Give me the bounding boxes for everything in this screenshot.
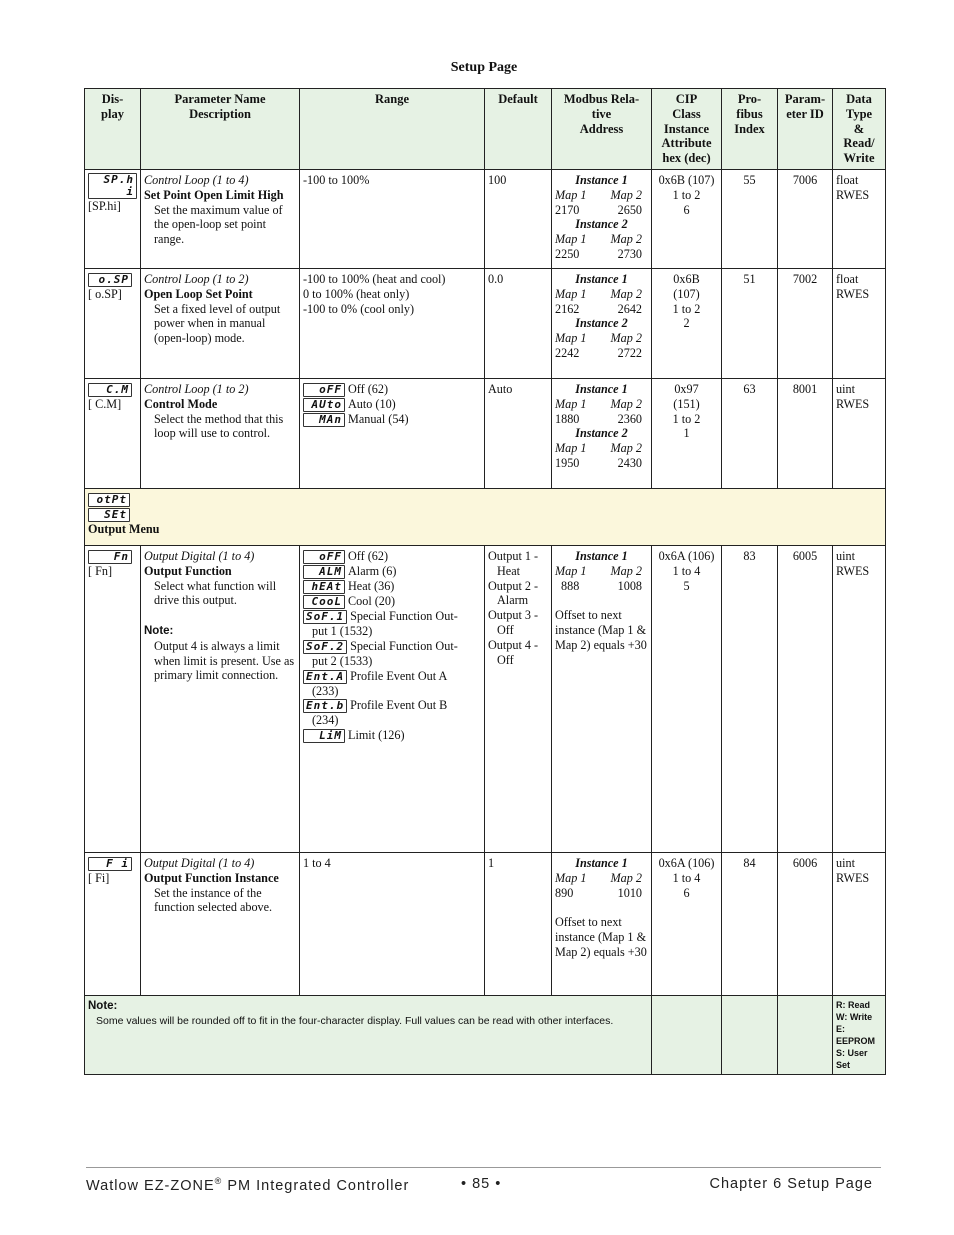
lcd-option: LiM: [303, 729, 345, 743]
param-group: Control Loop (1 to 2): [144, 271, 249, 286]
option-text: Auto (10): [348, 396, 396, 411]
page-number: • 85 •: [461, 1176, 502, 1192]
header-display: Dis- play: [85, 89, 141, 170]
range-value: 0 to 100% (heat only): [303, 286, 410, 301]
map2-value: 2722: [617, 345, 642, 360]
note-label: Note:: [88, 999, 118, 1012]
map1-label: Map 1: [555, 286, 587, 301]
legend-item: R: Read: [836, 999, 871, 1010]
cip-value: 0x6A (106): [658, 548, 715, 563]
map2-label: Map 2: [610, 870, 642, 885]
map1-value: 890: [555, 885, 574, 900]
lcd-display: Fn: [88, 550, 132, 564]
cip-value: 1 to 2: [672, 187, 701, 202]
map2-value: 2430: [617, 455, 642, 470]
footer-divider: [86, 1167, 881, 1168]
param-code: [SP.hi]: [88, 198, 121, 213]
lcd-option: hEAt: [303, 580, 345, 594]
range-option: [303, 698, 481, 728]
option-text: Manual (54): [348, 411, 409, 426]
param-group: Output Digital (1 to 4): [144, 855, 255, 870]
param-id-value: 6006: [792, 855, 818, 870]
map2-label: Map 2: [610, 396, 642, 411]
table-row: [85, 545, 886, 852]
profibus-value: 51: [743, 271, 756, 286]
default-value: 100: [488, 172, 507, 187]
map1-value: 2162: [555, 301, 580, 316]
parameter-table: [84, 88, 886, 1075]
data-type: float: [836, 172, 859, 187]
param-group: Control Loop (1 to 2): [144, 381, 249, 396]
param-code: [ o.SP]: [88, 286, 122, 301]
instance-label: Instance 2: [575, 316, 628, 331]
cip-value: 5: [683, 578, 690, 593]
range-value: -100 to 0% (cool only): [303, 301, 415, 316]
cip-value: 6: [683, 202, 690, 217]
param-description: Set the maximum value of the open-loop set point range.: [154, 202, 283, 247]
range-option: [303, 397, 481, 412]
footer-product: [86, 1176, 409, 1194]
range-option: [303, 639, 481, 669]
map1-value: 2242: [555, 345, 580, 360]
table-row: [85, 268, 886, 378]
param-id-value: 8001: [792, 381, 818, 396]
cip-value: 1: [683, 426, 690, 441]
instance-label: Instance 1: [575, 271, 628, 286]
cip-value: 0x6B: [673, 271, 700, 286]
default-value: Output 3 -: [488, 608, 539, 623]
param-id-value: 7006: [792, 172, 818, 187]
param-code: [ Fn]: [88, 563, 113, 578]
legend-item: S: User Set: [836, 1047, 868, 1070]
map2-label: Map 2: [610, 232, 642, 247]
param-code: [ C.M]: [88, 396, 122, 411]
lcd-option: oFF: [303, 383, 345, 397]
header-modbus: Modbus Rela- tive Address: [552, 89, 652, 170]
param-group: Control Loop (1 to 4): [144, 172, 249, 187]
footer-chapter: Chapter 6 Setup Page: [709, 1176, 873, 1192]
profibus-value: 83: [743, 548, 756, 563]
lcd-menu: SEt: [88, 508, 130, 522]
option-text: Profile Event Out A: [350, 668, 448, 683]
option-text: Alarm (6): [348, 563, 397, 578]
option-text-cont: (234): [312, 713, 339, 728]
read-write: RWES: [836, 870, 870, 885]
lcd-menu: otPt: [88, 493, 130, 507]
note-text: Some values will be rounded off to fit in the four-character display. Full values can be read with other interfaces.: [96, 1014, 614, 1027]
default-value: Off: [497, 622, 514, 637]
note-row: [85, 995, 886, 1074]
param-name: Control Mode: [144, 396, 218, 411]
read-write: RWES: [836, 187, 870, 202]
default-value: 0.0: [488, 271, 504, 286]
map1-label: Map 1: [555, 441, 587, 456]
lcd-display: F i: [88, 857, 132, 871]
registered-mark: ®: [214, 1176, 223, 1186]
param-description: Select what function will drive this output.: [154, 578, 277, 608]
map2-label: Map 2: [610, 286, 642, 301]
range-option: [303, 594, 481, 609]
instance-label: Instance 1: [575, 172, 628, 187]
option-text: Off (62): [348, 548, 389, 563]
header-default: Default: [485, 89, 552, 170]
table-header-row: [85, 89, 886, 170]
table-row: [85, 378, 886, 488]
cip-value: 1 to 2: [672, 301, 701, 316]
header-data-type: Data Type & Read/ Write: [833, 89, 886, 170]
param-id-value: 7002: [792, 271, 818, 286]
option-text: Cool (20): [348, 593, 396, 608]
option-text: Off (62): [348, 381, 389, 396]
cip-value: 6: [683, 885, 690, 900]
profibus-value: 84: [743, 855, 756, 870]
lcd-option: MAn: [303, 413, 345, 427]
range-option: [303, 382, 481, 397]
default-value: 1: [488, 855, 495, 870]
profibus-value: 55: [743, 172, 756, 187]
lcd-option: SoF.1: [303, 610, 347, 624]
table-row: [85, 852, 886, 995]
cip-value: 1 to 4: [672, 563, 701, 578]
offset-note: Offset to next instance (Map 1 & Map 2) equals +30: [555, 608, 647, 652]
range-option: [303, 669, 481, 699]
legend-item: W: Write: [836, 1011, 873, 1022]
read-write: RWES: [836, 286, 870, 301]
default-value: Output 2 -: [488, 578, 539, 593]
map2-value: 2360: [617, 411, 642, 426]
lcd-option: Ent.b: [303, 699, 347, 713]
lcd-option: AUto: [303, 398, 345, 412]
lcd-option: oFF: [303, 550, 345, 564]
param-description: Select the method that this loop will use to control.: [154, 411, 284, 441]
param-code: [ Fi]: [88, 870, 110, 885]
lcd-option: ALM: [303, 565, 345, 579]
map1-value: 2170: [555, 202, 580, 217]
map1-label: Map 1: [555, 870, 587, 885]
default-value: Output 4 -: [488, 637, 539, 652]
instance-label: Instance 1: [575, 548, 628, 563]
header-parameter: Parameter Name Description: [141, 89, 300, 170]
range-option: [303, 412, 481, 427]
default-value: Auto: [488, 381, 513, 396]
map2-value: 2642: [617, 301, 642, 316]
lcd-option: CooL: [303, 595, 345, 609]
map1-label: Map 1: [555, 563, 587, 578]
option-text: Special Function Out-: [350, 608, 458, 623]
map1-label: Map 1: [555, 187, 587, 202]
map2-value: 1010: [617, 885, 642, 900]
range-option: [303, 609, 481, 639]
cip-value: 0x97: [674, 381, 699, 396]
default-value: Heat: [497, 563, 521, 578]
header-cip: CIP Class Instance Attribute hex (dec): [652, 89, 722, 170]
table-row: [85, 169, 886, 268]
menu-row: [85, 488, 886, 545]
map2-label: Map 2: [610, 331, 642, 346]
map1-label: Map 1: [555, 232, 587, 247]
range-value: -100 to 100%: [303, 172, 370, 187]
param-group: Output Digital (1 to 4): [144, 548, 255, 563]
default-value: Output 1 -: [488, 548, 539, 563]
range-option: [303, 564, 481, 579]
range-option: [303, 579, 481, 594]
cip-value: 1 to 2: [672, 411, 701, 426]
map1-value: 2250: [555, 246, 580, 261]
range-option: [303, 728, 481, 743]
page-title: Setup Page: [450, 60, 518, 75]
range-option: [303, 549, 481, 564]
option-text: Heat (36): [348, 578, 395, 593]
map1-label: Map 1: [555, 331, 587, 346]
map2-label: Map 2: [610, 441, 642, 456]
header-profibus: Pro- fibus Index: [722, 89, 778, 170]
default-value: Alarm: [497, 593, 529, 608]
map1-value: 1880: [555, 411, 580, 426]
cip-value: 2: [683, 316, 690, 331]
cip-value: (107): [673, 286, 700, 301]
map2-value: 1008: [617, 578, 642, 593]
header-param-id: Param- eter ID: [778, 89, 833, 170]
default-value: Off: [497, 652, 514, 667]
lcd-option: SoF.2: [303, 640, 347, 654]
cip-value: 0x6B (107): [658, 172, 715, 187]
cip-value: 1 to 4: [672, 870, 701, 885]
map1-label: Map 1: [555, 396, 587, 411]
note-label: Note:: [144, 624, 174, 637]
data-type: float: [836, 271, 859, 286]
option-text: Limit (126): [348, 728, 405, 743]
data-type: uint: [836, 855, 855, 870]
data-type: uint: [836, 548, 855, 563]
legend-item: E: EEPROM: [836, 1023, 876, 1046]
read-write: RWES: [836, 563, 870, 578]
offset-note: Offset to next instance (Map 1 & Map 2) equals +30: [555, 915, 647, 959]
param-name: Set Point Open Limit High: [144, 187, 284, 202]
param-name: Output Function: [144, 563, 232, 578]
footer-product-suffix: PM Integrated Controller: [222, 1177, 410, 1194]
lcd-display: SP.h i: [88, 173, 137, 199]
instance-label: Instance 1: [575, 855, 628, 870]
map2-value: 2650: [617, 202, 642, 217]
range-value: -100 to 100% (heat and cool): [303, 271, 446, 286]
range-value: 1 to 4: [303, 855, 331, 870]
lcd-option: Ent.A: [303, 670, 347, 684]
param-name: Open Loop Set Point: [144, 286, 253, 301]
param-name: Output Function Instance: [144, 870, 279, 885]
option-text: Profile Event Out B: [350, 698, 448, 713]
instance-label: Instance 2: [575, 217, 628, 232]
data-type: uint: [836, 381, 855, 396]
map1-value: 888: [561, 578, 580, 593]
option-text-cont: (233): [312, 683, 339, 698]
instance-label: Instance 1: [575, 381, 628, 396]
option-text: Special Function Out-: [350, 638, 458, 653]
footer-product-name: Watlow EZ-ZONE: [86, 1177, 215, 1194]
map2-value: 2730: [617, 246, 642, 261]
option-text-cont: put 2 (1533): [312, 653, 373, 668]
param-description: Set a fixed level of output power when in manual (open-loop) mode.: [154, 301, 281, 346]
menu-title: Output Menu: [88, 521, 160, 536]
cip-value: (151): [673, 396, 700, 411]
param-description: Set the instance of the function selected above.: [154, 885, 273, 915]
cip-value: 0x6A (106): [658, 855, 715, 870]
param-id-value: 6005: [792, 548, 818, 563]
map2-label: Map 2: [610, 187, 642, 202]
map1-value: 1950: [555, 455, 580, 470]
option-text-cont: put 1 (1532): [312, 623, 373, 638]
instance-label: Instance 2: [575, 426, 628, 441]
note-text: Output 4 is always a limit when limit is present. Use as primary limit connection.: [154, 638, 295, 683]
lcd-display: C.M: [88, 383, 132, 397]
read-write: RWES: [836, 396, 870, 411]
profibus-value: 63: [743, 381, 756, 396]
lcd-display: o.SP: [88, 273, 132, 287]
map2-label: Map 2: [610, 563, 642, 578]
header-range: Range: [300, 89, 485, 170]
